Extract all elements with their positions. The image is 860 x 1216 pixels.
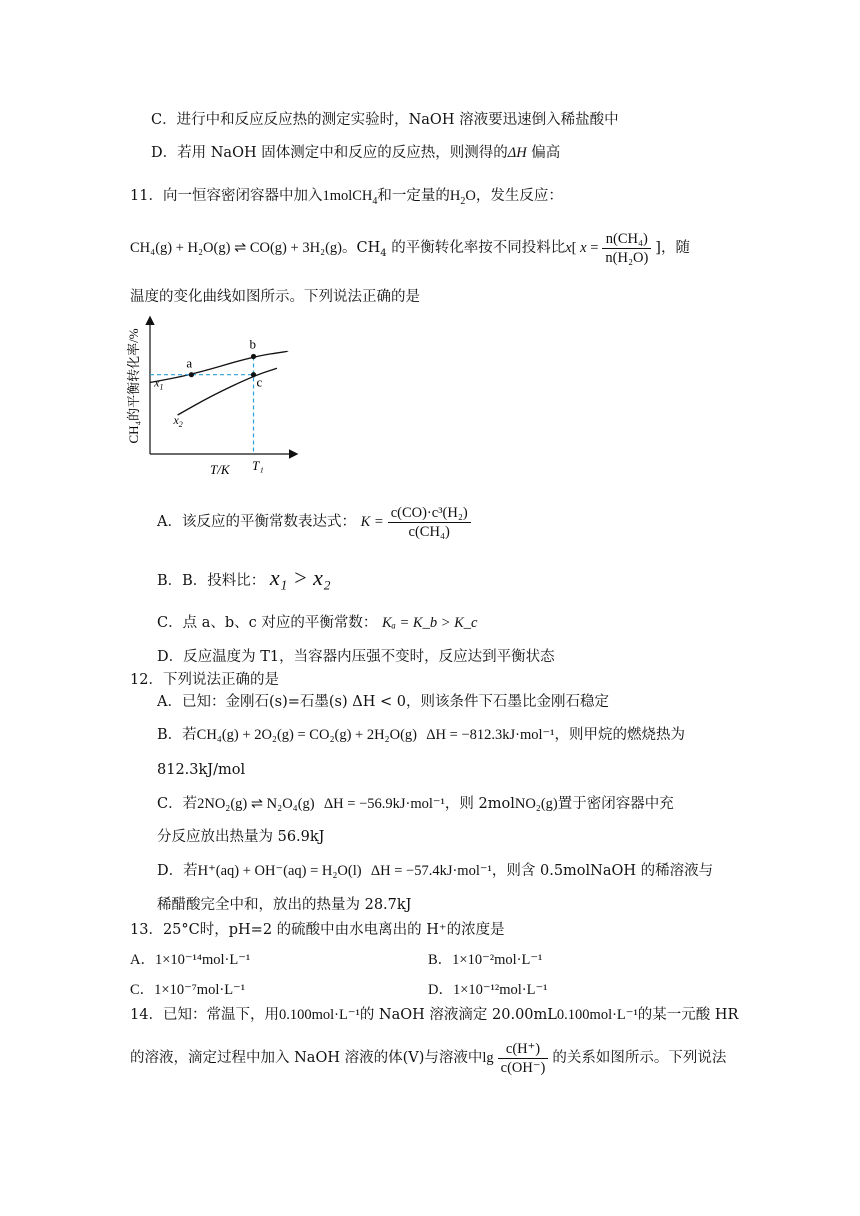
q12-option-c-no2: NO₂(g) (514, 796, 558, 812)
q11-stem-mid: 和一定量的 (377, 188, 450, 204)
q12-option-a: A．已知：金刚石(s)=石墨(s) ΔH < 0，则该条件下石墨比金刚石稳定 (157, 694, 609, 710)
q11-option-c (157, 613, 477, 633)
q11-h2o: $H_2O$ (449, 188, 476, 207)
q12-option-d-dh: ΔH = −57.4kJ·mol⁻¹ (370, 863, 492, 879)
q13-option-d: D．1×10⁻¹²mol·L⁻¹ (428, 982, 548, 998)
q12-option-b (157, 725, 685, 745)
q11-option-a-num: c(CO)·c³(H₂) (388, 504, 471, 523)
q11-ratio-den: n(H₂O) (605, 249, 649, 266)
q11-option-a (157, 500, 475, 544)
q14-fraction (498, 1040, 549, 1077)
q11-option-c-math: Kₐ = K_b > K_c (381, 615, 478, 631)
q12-option-b-pre: B．若 (157, 727, 197, 743)
q12-option-c (157, 794, 674, 814)
q12-option-d-pre: D．若 (157, 863, 198, 879)
q10-option-d-post: 偏高 (526, 145, 561, 161)
q12-option-b-post: ，则甲烷的燃烧热为 (554, 727, 686, 743)
q12-option-d-post: ，则含 0.5molNaOH 的稀溶液与 (491, 863, 714, 879)
y-axis-label: CH₄的平衡转化率/% (126, 328, 141, 444)
q12-option-c-dh: ΔH = −56.9kJ·mol⁻¹ (323, 796, 445, 812)
q11-option-b (157, 563, 331, 596)
q11-option-a-den: c(CH₄) (408, 523, 450, 540)
q11-stem2-mid2: 的平衡转化率按不同投料比 (386, 240, 566, 256)
q14-stem-line2 (130, 1034, 726, 1082)
point-b-label: b (249, 336, 256, 352)
q11-ratio-fraction (602, 230, 651, 267)
q11-option-b-text: B．B．投料比： (157, 573, 266, 589)
q14-conc-2: 0.100mol·L⁻¹ (556, 1007, 638, 1023)
q11-stem2-post: ]，随 (655, 240, 690, 256)
q11-option-a-text: A．该反应的平衡常数表达式： (157, 514, 356, 530)
q14-frac-den: c(OH⁻) (500, 1059, 546, 1076)
q11-option-a-fraction (388, 504, 471, 541)
series-x1-curve (150, 351, 288, 382)
q13-option-a: A．1×10⁻¹⁴mol·L⁻¹ (130, 952, 251, 968)
q13-option-c: C．1×10⁻⁷mol·L⁻¹ (130, 982, 246, 998)
q11-stem-line3: 温度的变化曲线如图所示。下列说法正确的是 (130, 289, 420, 305)
x-axis-label: T/K (210, 462, 230, 477)
q11-option-b-math: x₁ > x₂ (269, 565, 331, 590)
q12-stem: 12．下列说法正确的是 (130, 672, 279, 688)
q11-x-symbol: x (565, 240, 572, 256)
q11-stem-line1 (130, 186, 563, 206)
q14-stem-post: 的某一元酸 HR (637, 1007, 739, 1023)
q11-option-d: D．反应温度为 T1，当容器内压强不变时，反应达到平衡状态 (157, 649, 555, 665)
q12-option-b-dh: ΔH = −812.3kJ·mol⁻¹ (426, 727, 555, 743)
point-a-marker (189, 372, 194, 377)
q10-option-d-dh: ΔH (507, 145, 527, 161)
q13-stem: 13．25°C时，pH=2 的硫酸中由水电离出的 H⁺的浓度是 (130, 922, 505, 938)
q10-option-d (151, 143, 560, 163)
q13-option-b: B．1×10⁻²mol·L⁻¹ (428, 952, 543, 968)
q11-stem-post: ，发生反应： (475, 188, 563, 204)
q10-option-d-text: D．若用 NaOH 固体测定中和反应的反应热，则测得的 (151, 145, 508, 161)
q12-option-c-equation: 2NO₂(g) ⇌ N₂O₄(g) (197, 796, 315, 812)
q10-option-c: C．进行中和反应反应热的测定实验时，NaOH 溶液要迅速倒入稀盐酸中 (151, 112, 619, 128)
q11-stem-line2: CH₄(g) + H₂O(g) ⇌ CO(g) + 3H₂(g)。$CH_4$ 的平衡转化率按不同投料比x[ x = $\frac{\text{n(CH₄)}}{\text{n(H₂O)}}$ ]，随 (130, 230, 690, 266)
q12-option-d (157, 861, 713, 881)
q11-ch4-amount: 1molCH$_4$ (322, 188, 378, 207)
point-c-label: c (256, 374, 263, 390)
q12-option-c-pre: C．若 (157, 796, 198, 812)
q11-option-a-k: K = (360, 514, 384, 530)
x-tick-t1: T₁ (252, 458, 264, 473)
q12-option-c-mid: ，则 2mol (444, 796, 515, 812)
q11-option-c-text: C．点 a、b、c 对应的平衡常数： (157, 615, 378, 631)
conversion-chart (128, 312, 298, 482)
series-x1-label: $x_1$ (154, 375, 164, 392)
q11-ratio-num: n(CH₄) (602, 230, 651, 249)
q14-lg: lg (482, 1050, 494, 1066)
q12-option-d-equation: H⁺(aq) + OH⁻(aq) = H₂O(l) (197, 863, 362, 879)
point-a-label: a (186, 355, 193, 371)
q12-option-b-line2: 812.3kJ/mol (157, 762, 246, 778)
point-c-marker (251, 372, 256, 377)
q14-stem2-pre: 的溶液，滴定过程中加入 NaOH 溶液的体(V)与溶液中 (130, 1050, 483, 1066)
q14-frac-num: c(H⁺) (498, 1040, 549, 1059)
q14-stem-pre: 14．已知：常温下，用 (130, 1007, 279, 1023)
q12-option-d-line2: 稀醋酸完全中和，放出的热量为 28.7kJ (157, 897, 412, 913)
q14-stem-mid: 的 NaOH 溶液滴定 20.00mL (359, 1007, 557, 1023)
q12-option-b-equation: CH₄(g) + 2O₂(g) = CO₂(g) + 2H₂O(g) (196, 727, 417, 743)
point-b-marker (251, 354, 256, 359)
q14-conc-1: 0.100mol·L⁻¹ (278, 1007, 360, 1023)
q14-stem-line1 (130, 1005, 738, 1025)
q11-stem-pre: 11．向一恒容密闭容器中加入 (130, 188, 323, 204)
q12-option-c-post: 置于密闭容器中充 (557, 796, 674, 812)
q14-stem2-post: 的关系如图所示。下列说法 (552, 1050, 727, 1066)
series-x2-label: $x_2$ (173, 413, 183, 430)
q12-option-c-line2: 分反应放出热量为 56.9kJ (157, 829, 325, 845)
q11-reaction-equation: CH₄(g) + H₂O(g) ⇌ CO(g) + 3H₂(g) (130, 240, 342, 256)
q11-stem2-mid: 。CH (342, 240, 381, 256)
